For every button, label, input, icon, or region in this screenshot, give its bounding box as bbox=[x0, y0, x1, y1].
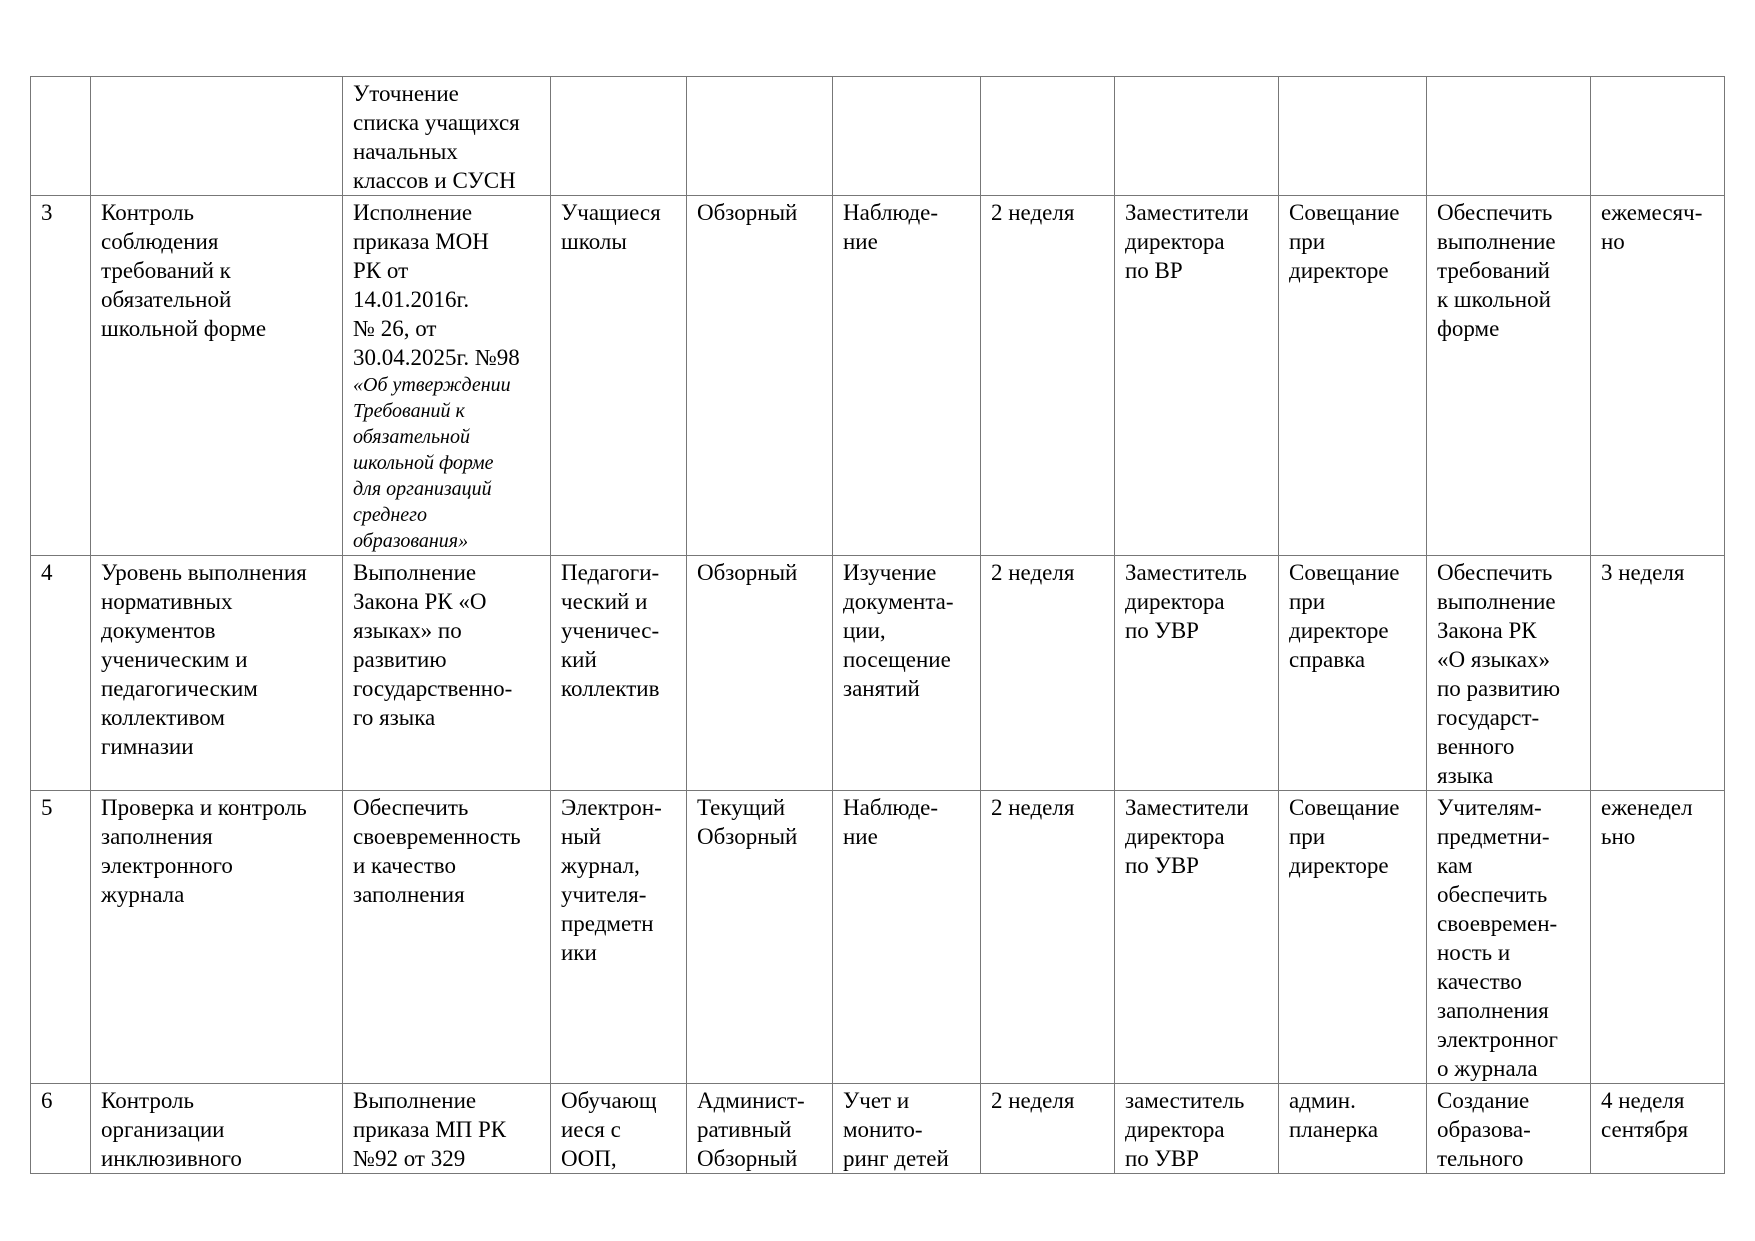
cell-text-line: ции, bbox=[843, 618, 886, 643]
cell-text-line: Заместители bbox=[1125, 795, 1249, 820]
cell-text-line: ративный bbox=[697, 1117, 792, 1142]
cell-text-line: 5 bbox=[41, 795, 53, 820]
order-title-italic-line: «Об утверждении bbox=[353, 374, 511, 396]
cell-text-line: заполнения bbox=[353, 882, 465, 907]
cell-text-line: директоре bbox=[1289, 618, 1389, 643]
table-row bbox=[31, 196, 1725, 556]
cell-text-line: ученичес- bbox=[561, 618, 660, 643]
cell-text-line: но bbox=[1601, 229, 1625, 254]
cell-text-line: директоре bbox=[1289, 258, 1389, 283]
cell-text-line: ООП, bbox=[561, 1146, 617, 1171]
cell-management-decision bbox=[1427, 77, 1591, 196]
cell-repeat-control bbox=[1591, 77, 1725, 196]
cell-text-line: заместитель bbox=[1125, 1088, 1245, 1113]
cell-responsible bbox=[1115, 791, 1279, 1084]
cell-text-line: по УВР bbox=[1125, 1146, 1199, 1171]
cell-text-line: Админист- bbox=[697, 1088, 805, 1113]
cell-text-line: директора bbox=[1125, 824, 1225, 849]
cell-text-line: своевременность bbox=[353, 824, 521, 849]
cell-text-line: Обеспечить bbox=[353, 795, 469, 820]
cell-text-line: Учет и bbox=[843, 1088, 910, 1113]
cell-text-line: Закона РК bbox=[1437, 618, 1537, 643]
order-title-italic-line: Требований к bbox=[353, 400, 465, 422]
cell-text-line: ежемесяч- bbox=[1601, 200, 1703, 225]
cell-text-line: по развитию bbox=[1437, 676, 1561, 701]
cell-management-decision bbox=[1427, 791, 1591, 1084]
cell-text-line: по ВР bbox=[1125, 258, 1183, 283]
cell-control-type bbox=[687, 196, 833, 556]
cell-text-line: Исполнение bbox=[353, 200, 473, 225]
cell-review-place bbox=[1279, 196, 1427, 556]
cell-text-line: гимназии bbox=[101, 734, 194, 759]
cell-management-decision bbox=[1427, 196, 1591, 556]
cell-text-line: Обеспечить bbox=[1437, 200, 1553, 225]
cell-text-line: занятий bbox=[843, 676, 920, 701]
cell-text-line: ринг детей bbox=[843, 1146, 949, 1171]
table-row bbox=[31, 1084, 1725, 1174]
cell-text-line: венного bbox=[1437, 734, 1515, 759]
cell-text-line: Заместители bbox=[1125, 200, 1249, 225]
cell-number bbox=[31, 1084, 91, 1174]
cell-text-line: монито- bbox=[843, 1117, 923, 1142]
cell-review-place bbox=[1279, 1084, 1427, 1174]
cell-text-line: директора bbox=[1125, 1117, 1225, 1142]
cell-text-line: организации bbox=[101, 1117, 225, 1142]
cell-text-line: Уровень выполнения bbox=[101, 560, 307, 585]
cell-text-line: РК от bbox=[353, 258, 409, 283]
cell-control-subject bbox=[91, 1084, 343, 1174]
cell-control-goal bbox=[343, 196, 551, 556]
cell-text-line: приказа МП РК bbox=[353, 1117, 507, 1142]
cell-text-line: Уточнение bbox=[353, 81, 459, 106]
cell-text-line: ние bbox=[843, 229, 878, 254]
cell-text-line: выполнение bbox=[1437, 229, 1556, 254]
cell-text-line: документов bbox=[101, 618, 216, 643]
cell-text-line: по УВР bbox=[1125, 618, 1199, 643]
cell-text-line: соблюдения bbox=[101, 229, 219, 254]
cell-text-line: учителя- bbox=[561, 882, 647, 907]
cell-text-line: ческий и bbox=[561, 589, 648, 614]
cell-text-line: Текущий bbox=[697, 795, 786, 820]
cell-text-line: 30.04.2025г. №98 bbox=[353, 345, 520, 370]
cell-text-line: документа- bbox=[843, 589, 954, 614]
cell-text-line: ики bbox=[561, 940, 597, 965]
cell-text-line: 2 неделя bbox=[991, 200, 1075, 225]
cell-control-method bbox=[833, 556, 981, 791]
order-title-italic-line: образования» bbox=[353, 530, 469, 552]
cell-control-object bbox=[551, 791, 687, 1084]
order-title-italic-line: для организаций bbox=[353, 478, 492, 500]
cell-control-method bbox=[833, 77, 981, 196]
cell-text-line: тельного bbox=[1437, 1146, 1524, 1171]
cell-text-line: начальных bbox=[353, 139, 458, 164]
cell-text-line: Электрон- bbox=[561, 795, 662, 820]
order-title-italic-line: среднего bbox=[353, 504, 427, 526]
cell-text-line: журнал, bbox=[561, 853, 640, 878]
cell-text-line: при bbox=[1289, 229, 1326, 254]
cell-control-type bbox=[687, 556, 833, 791]
cell-text-line: заполнения bbox=[101, 824, 213, 849]
cell-control-object bbox=[551, 556, 687, 791]
cell-control-object bbox=[551, 77, 687, 196]
cell-text-line: государст- bbox=[1437, 705, 1540, 730]
cell-text-line: 14.01.2016г. bbox=[353, 287, 470, 312]
cell-text-line: государственно- bbox=[353, 676, 513, 701]
cell-text-line: го языка bbox=[353, 705, 436, 730]
cell-text-line: и качество bbox=[353, 853, 456, 878]
cell-text-line: № 26, от bbox=[353, 316, 437, 341]
cell-text-line: педагогическим bbox=[101, 676, 258, 701]
cell-text-line: журнала bbox=[101, 882, 185, 907]
cell-text-line: Заместитель bbox=[1125, 560, 1247, 585]
cell-text-line: 3 bbox=[41, 200, 53, 225]
cell-management-decision bbox=[1427, 1084, 1591, 1174]
cell-text-line: ьно bbox=[1601, 824, 1636, 849]
cell-text-line: 2 неделя bbox=[991, 795, 1075, 820]
cell-text-line: требований к bbox=[101, 258, 231, 283]
cell-control-object bbox=[551, 196, 687, 556]
cell-text-line: нормативных bbox=[101, 589, 233, 614]
cell-text-line: админ. bbox=[1289, 1088, 1356, 1113]
cell-control-subject bbox=[91, 791, 343, 1084]
cell-review-place bbox=[1279, 791, 1427, 1084]
cell-text-line: Контроль bbox=[101, 1088, 194, 1113]
cell-deadline bbox=[981, 77, 1115, 196]
cell-text-line: школьной форме bbox=[101, 316, 267, 341]
cell-control-goal bbox=[343, 791, 551, 1084]
cell-text-line: заполнения bbox=[1437, 998, 1549, 1023]
cell-text-line: Обзорный bbox=[697, 1146, 798, 1171]
cell-text-line: классов и СУСН bbox=[353, 168, 516, 193]
table-row bbox=[31, 556, 1725, 791]
cell-text-line: по УВР bbox=[1125, 853, 1199, 878]
cell-text-line: Обзорный bbox=[697, 560, 798, 585]
cell-text-line: предметн bbox=[561, 911, 654, 936]
cell-text-line: электронног bbox=[1437, 1027, 1558, 1052]
cell-text-line: к школьной bbox=[1437, 287, 1551, 312]
cell-number bbox=[31, 791, 91, 1084]
cell-text-line: Закона РК «О bbox=[353, 589, 487, 614]
cell-text-line: Создание bbox=[1437, 1088, 1530, 1113]
cell-text-line: при bbox=[1289, 824, 1326, 849]
cell-responsible bbox=[1115, 77, 1279, 196]
cell-text-line: иеся с bbox=[561, 1117, 621, 1142]
cell-text-line: обязательной bbox=[101, 287, 232, 312]
table-body bbox=[31, 77, 1725, 1174]
cell-text-line: инклюзивного bbox=[101, 1146, 242, 1171]
cell-text-line: директора bbox=[1125, 229, 1225, 254]
cell-text-line: обеспечить bbox=[1437, 882, 1548, 907]
cell-text-line: 2 неделя bbox=[991, 1088, 1075, 1113]
cell-text-line: справка bbox=[1289, 647, 1366, 672]
cell-control-object bbox=[551, 1084, 687, 1174]
cell-text-line: электронного bbox=[101, 853, 233, 878]
order-title-italic-line: обязательной bbox=[353, 426, 470, 448]
cell-text-line: сентября bbox=[1601, 1117, 1689, 1142]
cell-number bbox=[31, 77, 91, 196]
cell-text-line: кам bbox=[1437, 853, 1473, 878]
cell-text-line: приказа МОН bbox=[353, 229, 489, 254]
cell-text-line: при bbox=[1289, 589, 1326, 614]
cell-repeat-control bbox=[1591, 556, 1725, 791]
cell-text-line: еженедел bbox=[1601, 795, 1693, 820]
cell-review-place bbox=[1279, 556, 1427, 791]
cell-control-type bbox=[687, 1084, 833, 1174]
cell-text-line: форме bbox=[1437, 316, 1500, 341]
cell-control-method bbox=[833, 1084, 981, 1174]
cell-review-place bbox=[1279, 77, 1427, 196]
cell-repeat-control bbox=[1591, 196, 1725, 556]
cell-text-line: языках» по bbox=[353, 618, 462, 643]
cell-control-method bbox=[833, 196, 981, 556]
cell-text-line: Обзорный bbox=[697, 200, 798, 225]
cell-text-line: Совещание bbox=[1289, 200, 1400, 225]
cell-text-line: директора bbox=[1125, 589, 1225, 614]
cell-text-line: ность и bbox=[1437, 940, 1511, 965]
cell-responsible bbox=[1115, 1084, 1279, 1174]
cell-text-line: развитию bbox=[353, 647, 447, 672]
cell-text-line: Обучающ bbox=[561, 1088, 657, 1113]
cell-text-line: Выполнение bbox=[353, 560, 477, 585]
cell-text-line: Наблюде- bbox=[843, 795, 939, 820]
cell-number bbox=[31, 556, 91, 791]
cell-text-line: языка bbox=[1437, 763, 1494, 788]
cell-text-line: «О языках» bbox=[1437, 647, 1551, 672]
cell-text-line: 2 неделя bbox=[991, 560, 1075, 585]
cell-text-line: Обзорный bbox=[697, 824, 798, 849]
cell-text-line: предметни- bbox=[1437, 824, 1550, 849]
cell-text-line: ние bbox=[843, 824, 878, 849]
cell-text-line: списка учащихся bbox=[353, 110, 520, 135]
cell-text-line: Совещание bbox=[1289, 560, 1400, 585]
cell-text-line: Обеспечить bbox=[1437, 560, 1553, 585]
cell-text-line: Учителям- bbox=[1437, 795, 1542, 820]
order-title-italic-line: школьной форме bbox=[353, 452, 494, 474]
cell-responsible bbox=[1115, 556, 1279, 791]
cell-number bbox=[31, 196, 91, 556]
cell-text-line: Выполнение bbox=[353, 1088, 477, 1113]
cell-deadline bbox=[981, 556, 1115, 791]
cell-text-line: требований bbox=[1437, 258, 1550, 283]
cell-text-line: качество bbox=[1437, 969, 1522, 994]
cell-text-line: Педагоги- bbox=[561, 560, 660, 585]
cell-text-line: 4 неделя bbox=[1601, 1088, 1685, 1113]
cell-responsible bbox=[1115, 196, 1279, 556]
cell-control-goal bbox=[343, 1084, 551, 1174]
cell-management-decision bbox=[1427, 556, 1591, 791]
cell-control-goal bbox=[343, 77, 551, 196]
cell-text-line: выполнение bbox=[1437, 589, 1556, 614]
cell-text-line: своевремен- bbox=[1437, 911, 1558, 936]
table-row bbox=[31, 77, 1725, 196]
cell-text-line: Совещание bbox=[1289, 795, 1400, 820]
cell-text-line: 4 bbox=[41, 560, 53, 585]
cell-text-line: посещение bbox=[843, 647, 951, 672]
cell-deadline bbox=[981, 196, 1115, 556]
cell-text-line: образова- bbox=[1437, 1117, 1531, 1142]
cell-deadline bbox=[981, 791, 1115, 1084]
cell-text-line: Изучение bbox=[843, 560, 937, 585]
cell-text-line: Контроль bbox=[101, 200, 194, 225]
cell-text-line: ученическим и bbox=[101, 647, 248, 672]
cell-text-line: коллектив bbox=[561, 676, 660, 701]
cell-text-line: кий bbox=[561, 647, 597, 672]
cell-text-line: Проверка и контроль bbox=[101, 795, 307, 820]
cell-text-line: Наблюде- bbox=[843, 200, 939, 225]
cell-deadline bbox=[981, 1084, 1115, 1174]
cell-text-line: 3 неделя bbox=[1601, 560, 1685, 585]
cell-repeat-control bbox=[1591, 1084, 1725, 1174]
cell-repeat-control bbox=[1591, 791, 1725, 1084]
cell-control-method bbox=[833, 791, 981, 1084]
cell-text-line: №92 от 329 bbox=[353, 1146, 466, 1171]
cell-control-type bbox=[687, 791, 833, 1084]
plan-table bbox=[30, 76, 1725, 1174]
cell-control-subject bbox=[91, 196, 343, 556]
cell-text-line: ный bbox=[561, 824, 602, 849]
cell-text-line: директоре bbox=[1289, 853, 1389, 878]
cell-text-line: коллективом bbox=[101, 705, 225, 730]
table-row bbox=[31, 791, 1725, 1084]
cell-text-line: Учащиеся bbox=[561, 200, 661, 225]
cell-control-subject bbox=[91, 77, 343, 196]
cell-text-line: 6 bbox=[41, 1088, 53, 1113]
cell-control-subject bbox=[91, 556, 343, 791]
cell-control-goal bbox=[343, 556, 551, 791]
cell-text-line: планерка bbox=[1289, 1117, 1379, 1142]
cell-text-line: школы bbox=[561, 229, 627, 254]
cell-control-type bbox=[687, 77, 833, 196]
cell-text-line: о журнала bbox=[1437, 1056, 1538, 1081]
